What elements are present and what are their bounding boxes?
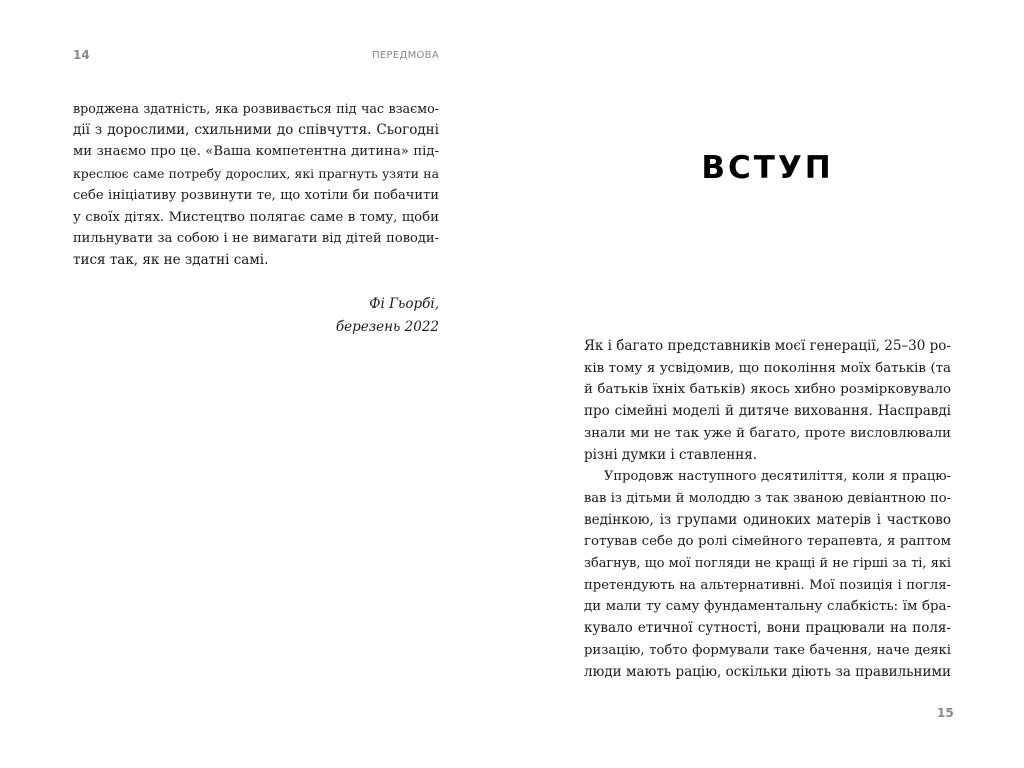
signature-date: березень 2022 xyxy=(335,319,439,335)
left-body-text xyxy=(73,98,439,272)
text-line: різні думки і ставлення. xyxy=(584,446,758,463)
chapter-title: ВСТУП xyxy=(701,150,834,186)
running-head: ПЕРЕДМОВА xyxy=(372,50,439,61)
text-line: ків тому я усвідомив, що покоління моїх батьків (та xyxy=(584,360,951,376)
text-line: тися так, як не здатні самі. xyxy=(73,251,269,268)
right-body-text xyxy=(584,336,951,683)
text-line: дії з дорослими, схильними до співчуття. Сьогодні xyxy=(73,121,439,138)
page-number-left: 14 xyxy=(73,48,90,62)
signature-author: Фі Гьорбі, xyxy=(369,296,439,312)
text-line: Упродовж наступного десятиліття, коли я працю- xyxy=(604,469,951,485)
text-line: люди мають рацію, оскільки діють за правильними xyxy=(584,663,951,680)
text-line: Як і багато представників моєї генерації, 25–30 ро- xyxy=(584,338,951,354)
text-line: готував себе до ролі сімейного терапевта, я раптом xyxy=(584,534,951,550)
text-line: креслює саме потребу дорослих, які прагнуть узяти на xyxy=(73,166,439,182)
signature xyxy=(250,293,439,339)
page-number-right: 15 xyxy=(937,706,954,720)
text-line: вроджена здатність, яка розвивається під час взаємо- xyxy=(73,101,439,116)
text-line: себе ініціативу розвинути те, що хотіли би побачити xyxy=(73,187,439,203)
text-line: й батьків їхніх батьків) якось хибно розмірковувало xyxy=(584,382,951,398)
text-line: вав із дітьми й молоддю з так званою девіантною по- xyxy=(584,490,951,506)
text-line: пильнувати за собою і не вимагати від дітей поводи- xyxy=(73,231,439,247)
text-line: збагнув, що мої погляди не кращі й не гірші за ті, які xyxy=(584,556,951,572)
text-line: ди мали ту саму фундаментальну слабкість: їм бра- xyxy=(584,599,951,615)
text-line: ведінкою, із групами одиноких матерів і частково xyxy=(584,511,951,528)
text-line: у своїх дітях. Мистецтво полягає саме в тому, щоби xyxy=(73,209,439,225)
text-line: кувало етичної сутності, вони працювали на поля- xyxy=(584,620,951,637)
text-line: претендують на альтернативні. Мої позиція і погля- xyxy=(584,577,951,593)
text-line: ризацію, тобто формували таке бачення, наче деякі xyxy=(584,642,951,658)
text-line: про сімейні моделі й дитяче виховання. Насправді xyxy=(584,403,951,420)
text-line: ми знаємо про це. «Ваша компетентна дитина» під- xyxy=(73,144,439,160)
text-line: знали ми не так уже й багато, проте висловлювали xyxy=(584,425,951,441)
